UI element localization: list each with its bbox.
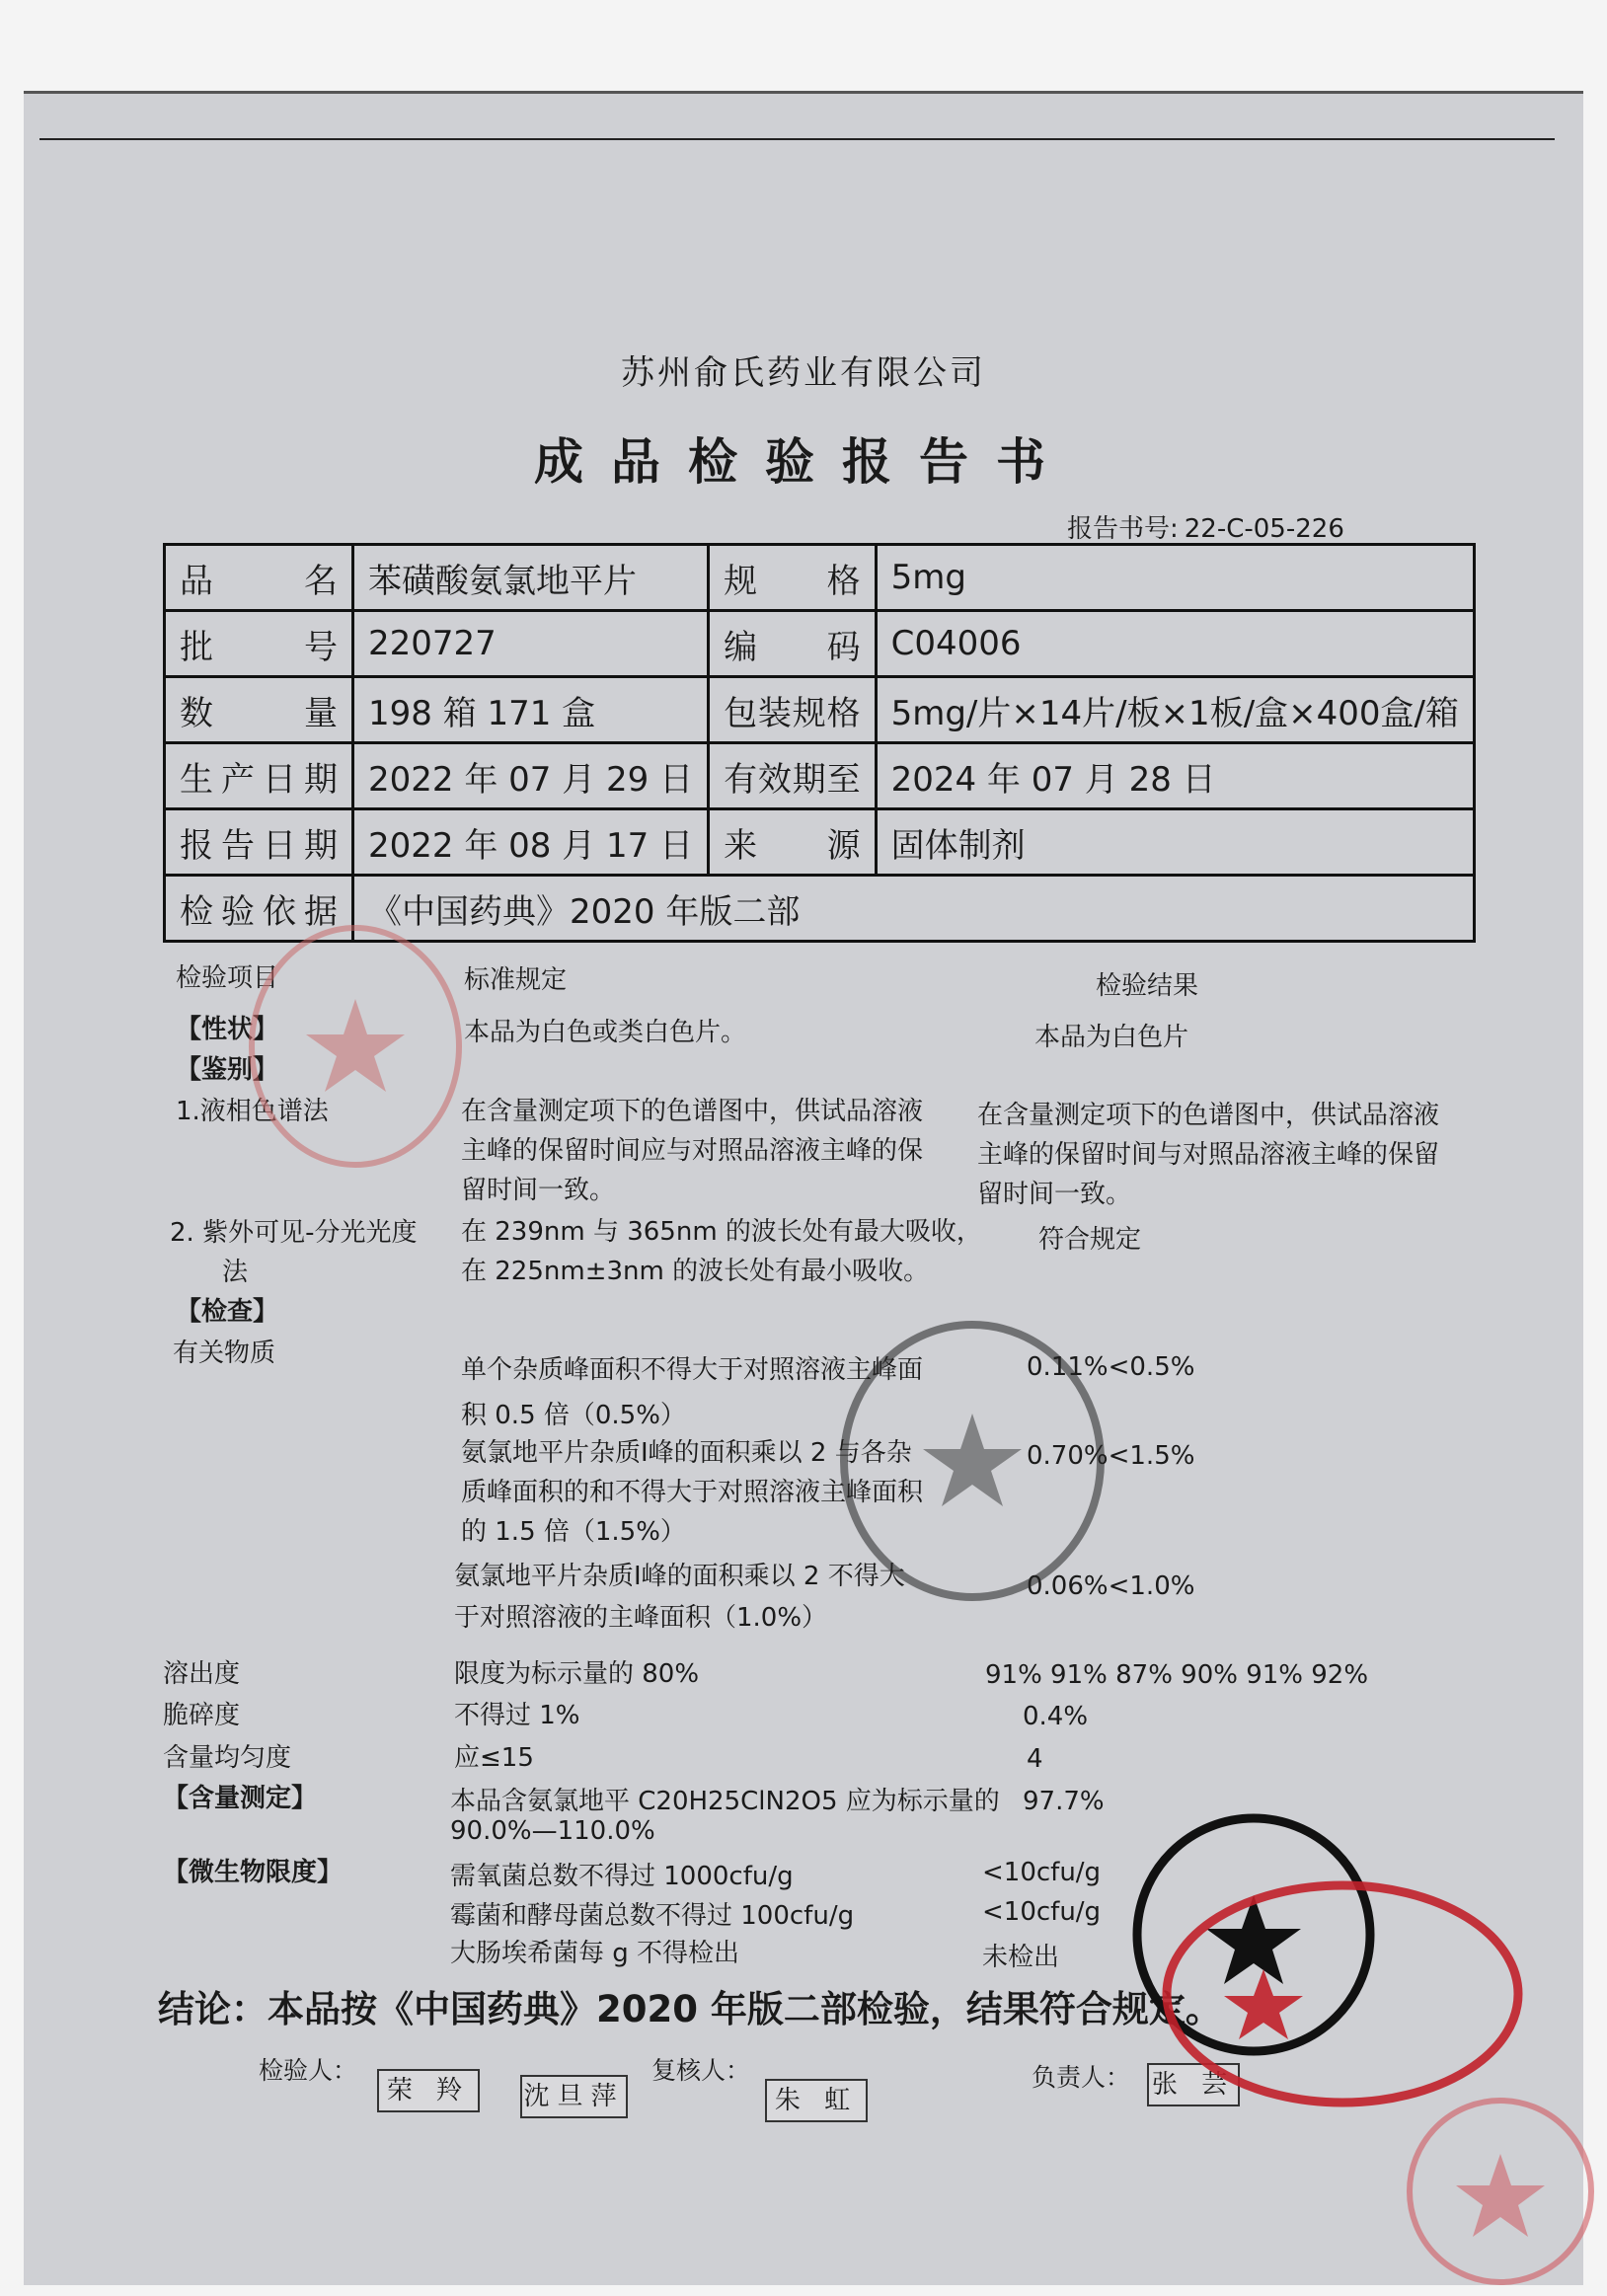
related-result-1: 0.11%<0.5% [1027,1352,1195,1382]
table-row [165,876,1475,942]
standard-header: 标准规定 [464,965,568,995]
report-date-value: 2022 年 08 月 17 日 [353,809,709,876]
package-value: 5mg/片×14片/板×1板/盒×400盒/箱 [876,677,1474,743]
assay-label: 【含量测定】 [163,1784,318,1813]
related-result-2: 0.70%<1.5% [1027,1441,1195,1471]
microbial-standard-1: 需氧菌总数不得过 1000cfu/g [450,1862,794,1891]
identification-label: 【鉴别】 [176,1055,279,1085]
spec-label: 规 格 [709,545,876,611]
text-line: 主峰的保留时间应与对照品溶液主峰的保 [461,1136,924,1166]
product-info-table [163,543,1476,943]
check-label: 【检查】 [176,1297,279,1327]
text-line: 留时间一致。 [977,1180,1132,1209]
basis-label: 检验依据 [165,876,353,942]
text-line: 于对照溶液的主峰面积（1.0%） [454,1603,828,1633]
friability-label: 脆碎度 [163,1701,241,1730]
hplc-label: 1.液相色谱法 [176,1097,329,1126]
table-row [165,677,1475,743]
related-standard-3 [454,1556,905,1639]
hplc-result [977,1096,1439,1214]
expiry-label: 有效期至 [709,743,876,809]
code-label: 编 码 [709,611,876,677]
text-line: 积 0.5 倍（0.5%） [461,1401,686,1430]
uniformity-result: 4 [1027,1744,1043,1774]
spec-value: 5mg [876,545,1474,611]
text-line: 留时间一致。 [461,1176,616,1205]
report-number-value: 22-C-05-226 [1184,514,1344,544]
appearance-result: 本品为白色片 [1034,1023,1189,1052]
item-header: 检验项目 [176,963,279,993]
mfg-date-label: 生产日期 [165,743,353,809]
mfg-date-value: 2022 年 07 月 29 日 [353,743,709,809]
friability-result: 0.4% [1023,1702,1089,1731]
source-value: 固体制剂 [876,809,1474,876]
uniformity-label: 含量均匀度 [163,1743,292,1773]
inspector-signature-2: 沈旦萍 [520,2075,628,2118]
text-line: 氨氯地平片杂质Ⅰ峰的面积乘以 2 不得大 [454,1562,905,1591]
text-line: 在含量测定项下的色谱图中，供试品溶液 [977,1101,1440,1130]
expiry-value: 2024 年 07 月 28 日 [876,743,1474,809]
related-substances-label: 有关物质 [173,1339,276,1368]
microbial-standard-3: 大肠埃希菌每 g 不得检出 [450,1939,740,1968]
reviewer-signature: 朱 虹 [765,2079,868,2122]
assay-result: 97.7% [1023,1787,1105,1816]
assay-standard-1: 本品含氨氯地平 C20H25ClN2O5 应为标示量的 [450,1787,1000,1816]
table-row [165,545,1475,611]
text-line: 氨氯地平片杂质Ⅰ峰的面积乘以 2 与各杂 [461,1438,912,1468]
uv-standard [461,1212,982,1291]
hplc-standard [461,1092,923,1210]
uv-label-line1: 2. 紫外可见-分光光度 [170,1218,418,1248]
name-label: 品 名 [165,545,353,611]
friability-standard: 不得过 1% [454,1701,580,1730]
report-number [1061,508,1344,545]
quantity-label: 数 量 [165,677,353,743]
dissolution-label: 溶出度 [163,1659,241,1689]
table-row [165,611,1475,677]
text-line: 在 239nm 与 365nm 的波长处有最大吸收， [461,1217,982,1247]
table-row [165,743,1475,809]
text-line: 在含量测定项下的色谱图中，供试品溶液 [461,1097,924,1126]
text-line: 质峰面积的和不得大于对照溶液主峰面积 [461,1478,924,1507]
microbial-standard-2: 霉菌和酵母菌总数不得过 100cfu/g [450,1901,855,1931]
inspector-label: 检验人： [259,2056,358,2085]
uniformity-standard: 应≤15 [454,1743,534,1773]
text-line: 单个杂质峰面积不得大于对照溶液主峰面 [461,1355,924,1385]
responsible-label: 负责人： [1032,2063,1131,2092]
top-rule [39,138,1555,140]
company-name: 苏州俞氏药业有限公司 [621,353,986,393]
package-label: 包装规格 [709,677,876,743]
uv-label-line2: 法 [222,1258,249,1287]
basis-value: 《中国药典》2020 年版二部 [353,876,1475,942]
assay-standard-2: 90.0%—110.0% [450,1816,655,1846]
batch-label: 批 号 [165,611,353,677]
dissolution-standard: 限度为标示量的 80% [454,1659,700,1689]
appearance-standard: 本品为白色或类白色片。 [464,1018,747,1047]
table-row [165,809,1475,876]
batch-value: 220727 [353,611,709,677]
document-title: 成品检验报告书 [534,433,1073,491]
code-value: C04006 [876,611,1474,677]
uv-result: 符合规定 [1038,1225,1142,1255]
dissolution-result: 91% 91% 87% 90% 91% 92% [985,1660,1369,1690]
conclusion: 结论：本品按《中国药典》2020 年版二部检验，结果符合规定。 [158,1988,1222,2030]
inspector-signature-1: 荣 羚 [377,2069,480,2112]
text-line: 主峰的保留时间与对照品溶液主峰的保留 [977,1140,1440,1170]
microbial-result-2: <10cfu/g [982,1897,1102,1927]
text-line: 在 225nm±3nm 的波长处有最小吸收。 [461,1257,930,1286]
related-standard-2 [461,1433,923,1552]
related-standard-1 [461,1347,923,1438]
responsible-signature: 张 芸 [1147,2063,1240,2106]
report-number-label: 报告书号: [1067,514,1179,544]
related-result-3: 0.06%<1.0% [1027,1571,1195,1601]
microbial-label: 【微生物限度】 [163,1858,344,1887]
microbial-result-1: <10cfu/g [982,1858,1102,1887]
quantity-value: 198 箱 171 盒 [353,677,709,743]
result-header: 检验结果 [1096,971,1199,1001]
microbial-result-3: 未检出 [982,1943,1060,1972]
source-label: 来 源 [709,809,876,876]
text-line: 的 1.5 倍（1.5%） [461,1517,686,1547]
name-value: 苯磺酸氨氯地平片 [353,545,709,611]
appearance-label: 【性状】 [176,1015,279,1044]
reviewer-label: 复核人： [651,2056,751,2085]
report-date-label: 报告日期 [165,809,353,876]
